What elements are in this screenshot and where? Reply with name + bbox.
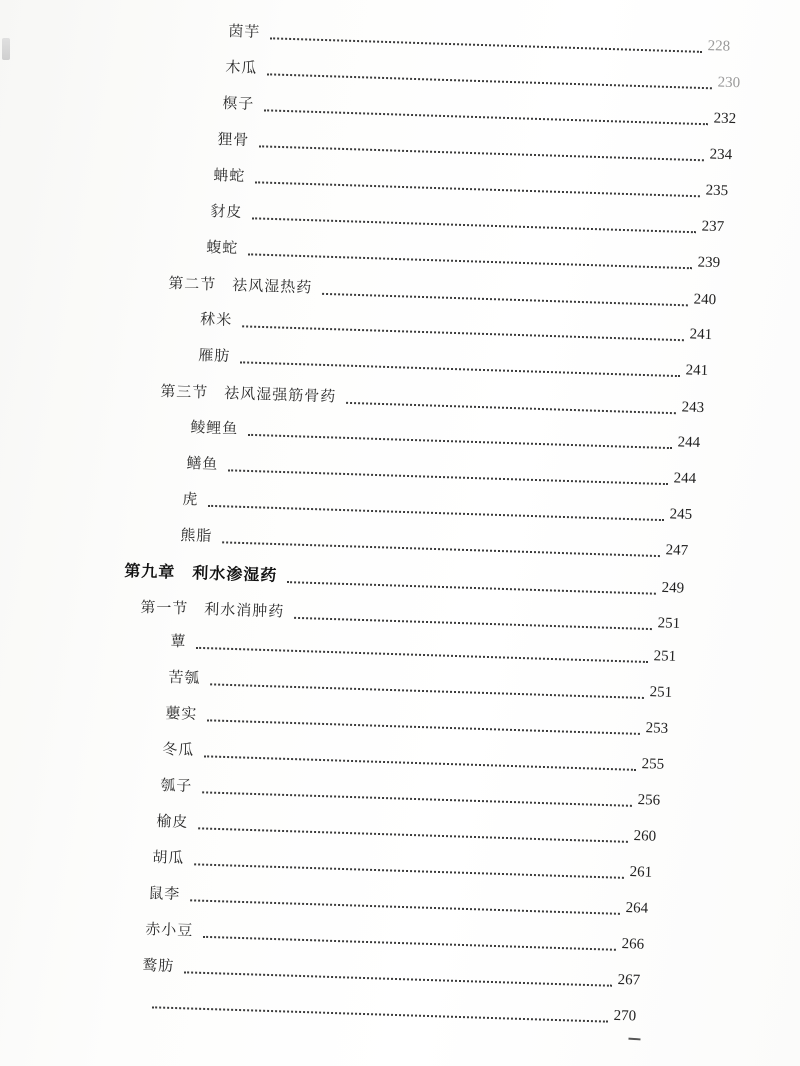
toc-title: 蕈 — [170, 632, 187, 651]
toc-page-number: 245 — [669, 506, 693, 524]
toc-page-number: 253 — [645, 720, 669, 737]
toc-page-number: 255 — [641, 756, 665, 773]
toc-title: 秫米 — [200, 310, 233, 330]
toc-page-number: 256 — [637, 792, 661, 809]
toc-title: 第三节 祛风湿强筋骨药 — [160, 382, 337, 406]
folio-mark — [627, 1038, 640, 1055]
dot-leader — [248, 434, 671, 449]
page-edge-mark — [2, 38, 10, 60]
toc-page-number: 232 — [713, 110, 737, 128]
dot-leader — [240, 361, 679, 377]
toc-title: 蚺蛇 — [213, 166, 246, 186]
toc-page-number: 241 — [689, 326, 713, 344]
toc-title: 赤小豆 — [145, 920, 194, 940]
dot-leader — [248, 253, 691, 269]
toc-page-number: 234 — [709, 146, 733, 164]
toc-page-number: 237 — [701, 218, 725, 236]
toc-page-number: 264 — [625, 900, 649, 917]
toc-page-number: 260 — [633, 828, 657, 845]
dot-leader — [203, 936, 615, 951]
toc-page-number: 266 — [621, 935, 645, 953]
toc-title: 第二节 祛风湿热药 — [168, 274, 313, 297]
toc-title: 熊脂 — [180, 526, 213, 546]
toc-title: 瓠子 — [160, 776, 193, 796]
toc-page-number: 261 — [629, 864, 653, 881]
toc-page-number: 251 — [657, 615, 681, 632]
toc-title: 榆皮 — [156, 812, 189, 832]
toc-page-number: 247 — [665, 542, 689, 559]
toc-title: 冬瓜 — [162, 740, 195, 760]
toc-title: 榠子 — [222, 94, 255, 114]
toc-title: 虎 — [182, 490, 199, 509]
toc-page-number: 270 — [613, 1007, 637, 1025]
toc-page-number: 241 — [685, 362, 709, 380]
toc-page-number: 228 — [707, 38, 731, 55]
toc-title: 苦瓠 — [168, 668, 201, 688]
toc-page-number: 230 — [717, 74, 741, 92]
toc-title: 第九章 利水渗湿药 — [124, 561, 278, 585]
dot-leader — [222, 541, 659, 557]
toc-title: 鹜肪 — [142, 956, 175, 976]
toc-page-number: 239 — [697, 254, 721, 272]
toc-title: 胡瓜 — [152, 848, 185, 868]
toc-title: 鳝鱼 — [186, 454, 219, 474]
dot-leader — [152, 1006, 607, 1022]
toc-page-number: 251 — [649, 684, 673, 701]
toc-page-number: 235 — [705, 182, 729, 200]
toc-title: 鼠李 — [148, 884, 181, 904]
toc-page-number: 244 — [677, 434, 701, 452]
dot-leader — [346, 402, 675, 414]
toc-page-number: 249 — [661, 579, 685, 597]
toc-title: 雁肪 — [198, 346, 231, 366]
toc-title: 木瓜 — [225, 58, 258, 78]
toc-title: 蝮蛇 — [206, 238, 239, 258]
toc-title: 蘡实 — [165, 704, 198, 724]
dot-leader — [322, 293, 687, 306]
toc-page-number: 267 — [617, 971, 641, 989]
toc-page-number: 240 — [693, 291, 717, 309]
toc-page-number: 251 — [653, 648, 677, 665]
toc-title: 茵芋 — [228, 22, 261, 42]
toc-title: 第一节 利水消肿药 — [140, 598, 285, 621]
toc-page-number: 243 — [681, 399, 705, 417]
toc-title: 狸骨 — [217, 130, 250, 150]
dot-leader — [287, 581, 655, 595]
toc-title: 鲮鲤鱼 — [190, 418, 239, 438]
toc-page-number: 244 — [673, 470, 697, 488]
toc-title: 豺皮 — [210, 202, 243, 222]
